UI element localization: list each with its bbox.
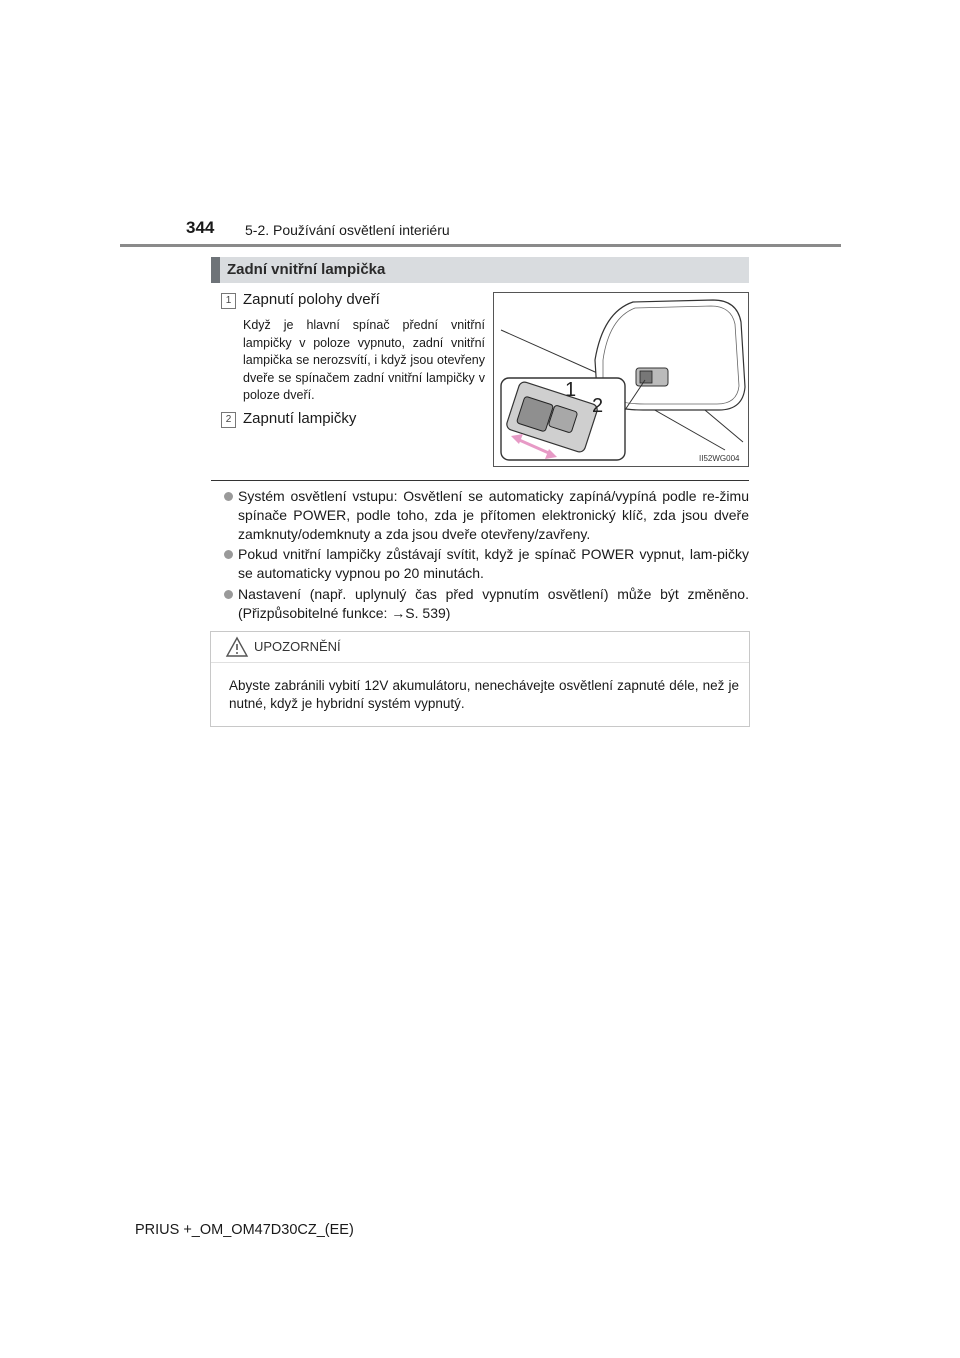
warning-title: UPOZORNĚNÍ bbox=[254, 639, 341, 654]
figure-callout-2: 2 bbox=[592, 395, 604, 417]
rear-lamp-illustration bbox=[493, 292, 749, 467]
bullet-dot bbox=[224, 550, 233, 559]
warning-text: Abyste zabránili vybití 12V akumulátoru, nenechávejte osvětlení zapnuté déle, než je nutné, když je hybridní systém vypnutý. bbox=[229, 678, 739, 711]
section-title: 5-2. Používání osvětlení interiéru bbox=[245, 222, 450, 238]
item-description-1: Když je hlavní spínač přední vnitřní lampičky v poloze vypnuto, zadní vnitřní lampička se nerozsvítí, i když jsou otevřeny dveře se spínačem zadní vnitřní lampičky v poloze dveří. bbox=[243, 318, 485, 402]
bullet-text-1: Systém osvětlení vstupu: Osvětlení se automaticky zapíná/vypíná podle re-žimu spínače POWER, podle toho, zda je přítomen elektronický klíč, zda jsou dveře zamknuty/odemknuty a zda jsou dveře otevřeny/zavřeny. bbox=[238, 488, 749, 542]
item-label-1: Zapnutí polohy dveří bbox=[243, 291, 380, 308]
bullet-dot bbox=[224, 492, 233, 501]
warning-box bbox=[210, 631, 750, 727]
bullet-item-1 bbox=[224, 487, 749, 544]
bullet-item-3 bbox=[224, 585, 749, 623]
bullet-text-3: Nastavení (např. uplynulý čas před vypnutím osvětlení) může být změněno. (Přizpůsobitelné funkce: →S. 539) bbox=[238, 586, 749, 621]
separator-rule bbox=[211, 480, 749, 481]
warning-triangle-icon bbox=[225, 636, 249, 658]
figure-code: II52WG004 bbox=[699, 454, 740, 463]
item-label-2: Zapnutí lampičky bbox=[243, 410, 357, 427]
footer-code: PRIUS +_OM_OM47D30CZ_(EE) bbox=[135, 1222, 354, 1238]
bullet-dot bbox=[224, 590, 233, 599]
header-rule bbox=[120, 244, 841, 247]
bullet-text-2: Pokud vnitřní lampičky zůstávají svítit, když je spínač POWER vypnut, lam-pičky se automaticky vypnou po 20 minutách. bbox=[238, 546, 749, 581]
figure-callout-1: 1 bbox=[565, 379, 577, 401]
bullet-item-2 bbox=[224, 545, 749, 583]
rear-lamp-figure bbox=[493, 292, 749, 467]
section-heading bbox=[211, 257, 749, 283]
item-number-2: 2 bbox=[221, 412, 236, 428]
page-number: 344 bbox=[186, 218, 215, 237]
warning-header bbox=[211, 632, 749, 663]
item-number-1: 1 bbox=[221, 293, 236, 309]
section-heading-text: Zadní vnitřní lampička bbox=[227, 261, 386, 278]
